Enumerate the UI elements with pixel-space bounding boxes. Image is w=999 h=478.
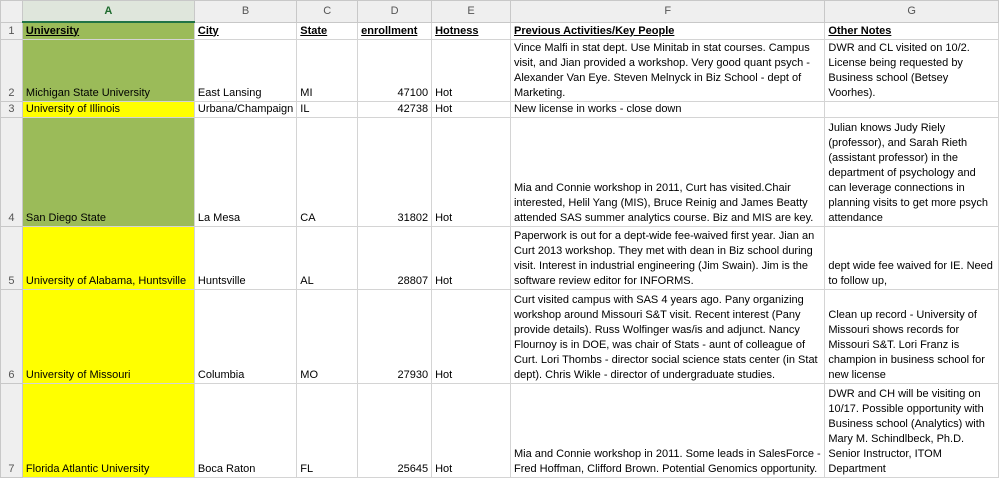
cell-university[interactable]: San Diego State xyxy=(22,117,194,226)
column-header-a[interactable]: A xyxy=(22,1,194,23)
cell-university[interactable]: University of Missouri xyxy=(22,289,194,383)
header-cell-activities[interactable]: Previous Activities/Key People xyxy=(510,22,824,39)
cell-enrollment[interactable]: 47100 xyxy=(358,39,432,101)
row-header-7[interactable]: 7 xyxy=(1,383,23,477)
table-row xyxy=(1,226,999,289)
cell-notes[interactable]: Julian knows Judy Riely (professor), and Sarah Rieth (assistant professor) in the department of psychology and can leverage connections in planning visits to get more psych attendance xyxy=(825,117,999,226)
cell-university[interactable]: Michigan State University xyxy=(22,39,194,101)
row-header-2[interactable]: 2 xyxy=(1,39,23,101)
cell-state[interactable]: IL xyxy=(297,101,358,117)
cell-hotness[interactable]: Hot xyxy=(432,289,511,383)
cell-notes[interactable]: Clean up record - University of Missouri shows records for Missouri S&T. Lori Franz is champion in business school for new license xyxy=(825,289,999,383)
select-all-corner[interactable] xyxy=(1,1,23,23)
row-header-5[interactable]: 5 xyxy=(1,226,23,289)
column-header-f[interactable]: F xyxy=(510,1,824,23)
cell-state[interactable]: MI xyxy=(297,39,358,101)
column-header-e[interactable]: E xyxy=(432,1,511,23)
column-header-b[interactable]: B xyxy=(194,1,296,23)
cell-hotness[interactable]: Hot xyxy=(432,117,511,226)
table-row xyxy=(1,101,999,117)
row-header-1[interactable]: 1 xyxy=(1,22,23,39)
table-row xyxy=(1,117,999,226)
cell-activities[interactable]: Mia and Connie workshop in 2011, Curt has visited.Chair interested, Helil Yang (MIS), Bruce Reinig and James Beatty attended SAS summer analytics course. Biz and MIS are key. xyxy=(510,117,824,226)
cell-enrollment[interactable]: 27930 xyxy=(358,289,432,383)
cell-city[interactable]: Huntsville xyxy=(194,226,296,289)
table-row xyxy=(1,289,999,383)
cell-state[interactable]: MO xyxy=(297,289,358,383)
cell-university[interactable]: University of Illinois xyxy=(22,101,194,117)
column-header-row xyxy=(1,1,999,23)
cell-enrollment[interactable]: 31802 xyxy=(358,117,432,226)
cell-notes[interactable]: DWR and CL visited on 10/2. License being requested by Business school (Betsey Voorhes). xyxy=(825,39,999,101)
header-cell-city[interactable]: City xyxy=(194,22,296,39)
header-cell-hotness[interactable]: Hotness xyxy=(432,22,511,39)
cell-state[interactable]: FL xyxy=(297,383,358,477)
row-header-3[interactable]: 3 xyxy=(1,101,23,117)
cell-activities[interactable]: Vince Malfi in stat dept. Use Minitab in stat courses. Campus visit, and Jian provided a workshop. Very good quant psych - Alexander Van Eye. Steven Melnyck in Biz School - dept of Marketing. xyxy=(510,39,824,101)
cell-enrollment[interactable]: 25645 xyxy=(358,383,432,477)
row-header-6[interactable]: 6 xyxy=(1,289,23,383)
cell-hotness[interactable]: Hot xyxy=(432,226,511,289)
table-row xyxy=(1,383,999,477)
column-header-c[interactable]: C xyxy=(297,1,358,23)
cell-notes[interactable]: DWR and CH will be visiting on 10/17. Possible opportunity with Business school (Analytics) with Mary M. Schindlbeck, Ph.D. Senior Instructor, ITOM Department xyxy=(825,383,999,477)
column-header-d[interactable]: D xyxy=(358,1,432,23)
header-row xyxy=(1,22,999,39)
cell-city[interactable]: La Mesa xyxy=(194,117,296,226)
cell-hotness[interactable]: Hot xyxy=(432,39,511,101)
column-header-g[interactable]: G xyxy=(825,1,999,23)
cell-enrollment[interactable]: 42738 xyxy=(358,101,432,117)
cell-state[interactable]: AL xyxy=(297,226,358,289)
header-cell-university[interactable]: University xyxy=(22,22,194,39)
header-cell-notes[interactable]: Other Notes xyxy=(825,22,999,39)
header-cell-enrollment[interactable]: enrollment xyxy=(358,22,432,39)
cell-city[interactable]: East Lansing xyxy=(194,39,296,101)
cell-notes[interactable] xyxy=(825,101,999,117)
cell-activities[interactable]: Mia and Connie workshop in 2011. Some leads in SalesForce - Fred Hoffman, Clifford Brown. Potential Genomics opportunity. xyxy=(510,383,824,477)
cell-city[interactable]: Boca Raton xyxy=(194,383,296,477)
cell-hotness[interactable]: Hot xyxy=(432,101,511,117)
cell-city[interactable]: Columbia xyxy=(194,289,296,383)
row-header-4[interactable]: 4 xyxy=(1,117,23,226)
cell-city[interactable]: Urbana/Champaign xyxy=(194,101,296,117)
cell-university[interactable]: Florida Atlantic University xyxy=(22,383,194,477)
cell-activities[interactable]: New license in works - close down xyxy=(510,101,824,117)
table-row xyxy=(1,39,999,101)
cell-university[interactable]: University of Alabama, Huntsville xyxy=(22,226,194,289)
cell-activities[interactable]: Curt visited campus with SAS 4 years ago. Pany organizing workshop around Missouri S&T visit. Recent interest (Pany provide details). Russ Wolfinger was/is and adjunct. Nancy Flournoy is in DOE, was chair of Stats - aunt of colleague of Curt. Lori Thombs - director social science stats center (in Stat dept). Chris Wikle - director of undergraduate studies. xyxy=(510,289,824,383)
cell-hotness[interactable]: Hot xyxy=(432,383,511,477)
cell-notes[interactable]: dept wide fee waived for IE. Need to follow up, xyxy=(825,226,999,289)
cell-activities[interactable]: Paperwork is out for a dept-wide fee-waived first year. Jian an Curt 2013 workshop. They met with dean in Biz school during visit. Interest in industrial engineering (Jim Swain). Jim is the software review editor for INFORMS. xyxy=(510,226,824,289)
cell-state[interactable]: CA xyxy=(297,117,358,226)
cell-enrollment[interactable]: 28807 xyxy=(358,226,432,289)
header-cell-state[interactable]: State xyxy=(297,22,358,39)
